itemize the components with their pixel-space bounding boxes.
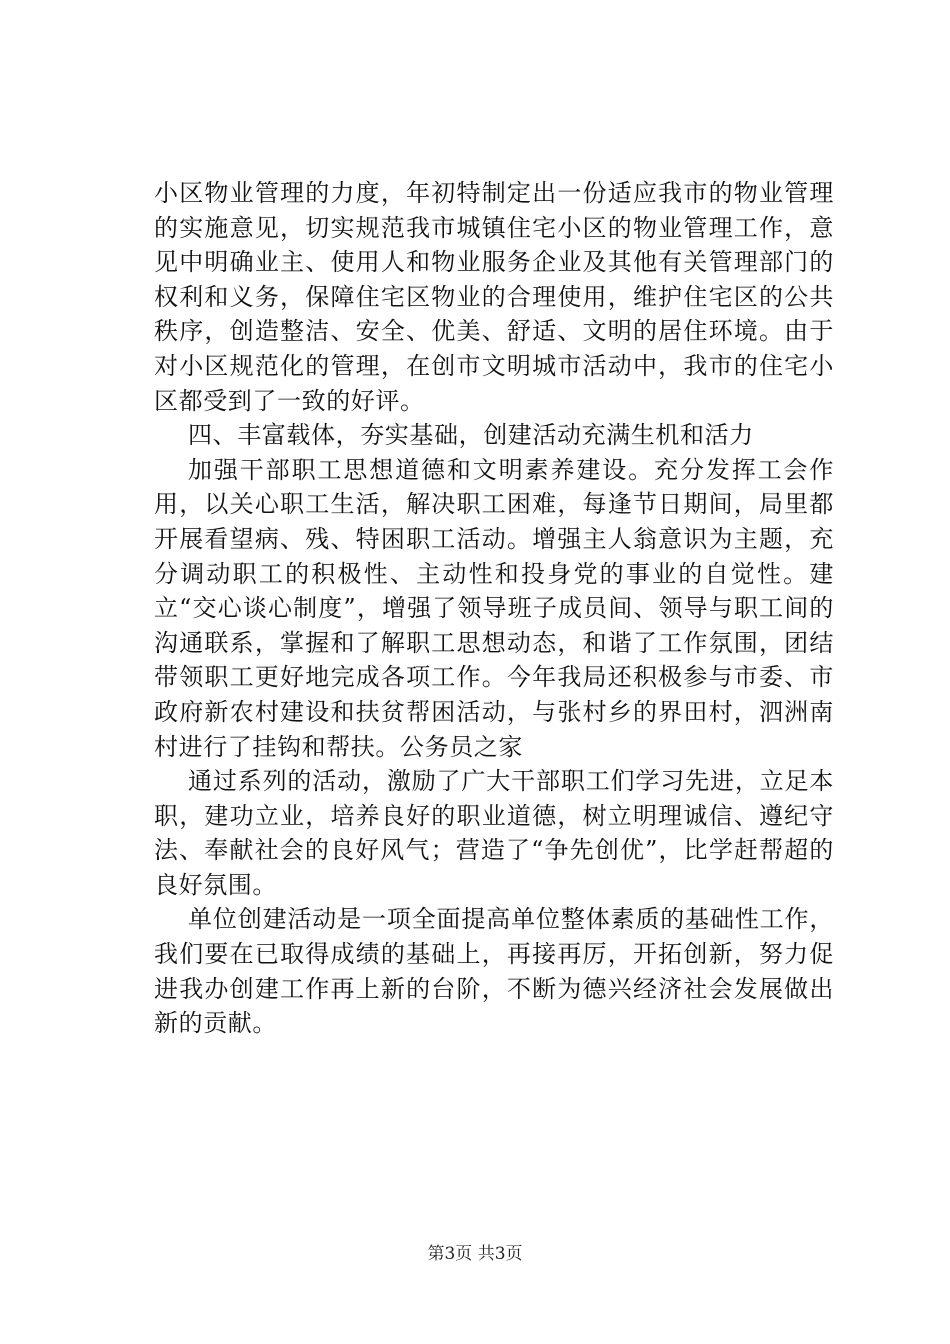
paragraph-activity-effects: 通过系列的活动，激励了广大干部职工们学习先进，立足本职，建功立业，培养良好的职业道德，树立明理诚信、遵纪守法、奉献社会的良好风气；营造了“争先创优”，比学赶帮超的良好氛围。 (154, 767, 834, 899)
paragraph-property-management: 小区物业管理的力度，年初特制定出一份适应我市的物业管理的实施意见，切实规范我市城镇住宅小区的物业管理工作，意见中明确业主、使用人和物业服务企业及其他有关管理部门的权利和义务，保障住宅区物业的合理使用，维护住宅区的公共秩序，创造整洁、安全、优美、舒适、文明的居住环境。由于对小区规范化的管理，在创市文明城市活动中，我市的住宅小区都受到了一致的好评。 (154, 179, 834, 415)
paragraph-staff-ethics: 加强干部职工思想道德和文明素养建设。充分发挥工会作用，以关心职工生活，解决职工困难，每逢节日期间，局里都开展看望病、残、特困职工活动。增强主人翁意识为主题，充分调动职工的积极性、主动性和投身党的事业的自觉性。建立“交心谈心制度”，增强了领导班子成员间、领导与职工间的沟通联系，掌握和了解职工思想动态，和谐了工作氛围，团结带领职工更好地完成各项工作。今年我局还积极参与市委、市政府新农村建设和扶贫帮困活动，与张村乡的界田村，泗洲南村进行了挂钩和帮扶。公务员之家 (154, 455, 834, 761)
document-body (154, 176, 834, 1041)
page-number-footer: 第3页 共3页 (427, 1244, 523, 1264)
paragraph-conclusion: 单位创建活动是一项全面提高单位整体素质的基础性工作，我们要在已取得成绩的基础上，再接再厉，开拓创新，努力促进我办创建工作再上新的台阶，不断为德兴经济社会发展做出新的贡献。 (154, 905, 834, 1038)
section-heading-four: 四、丰富载体，夯实基础，创建活动充满生机和活力 (188, 421, 754, 450)
